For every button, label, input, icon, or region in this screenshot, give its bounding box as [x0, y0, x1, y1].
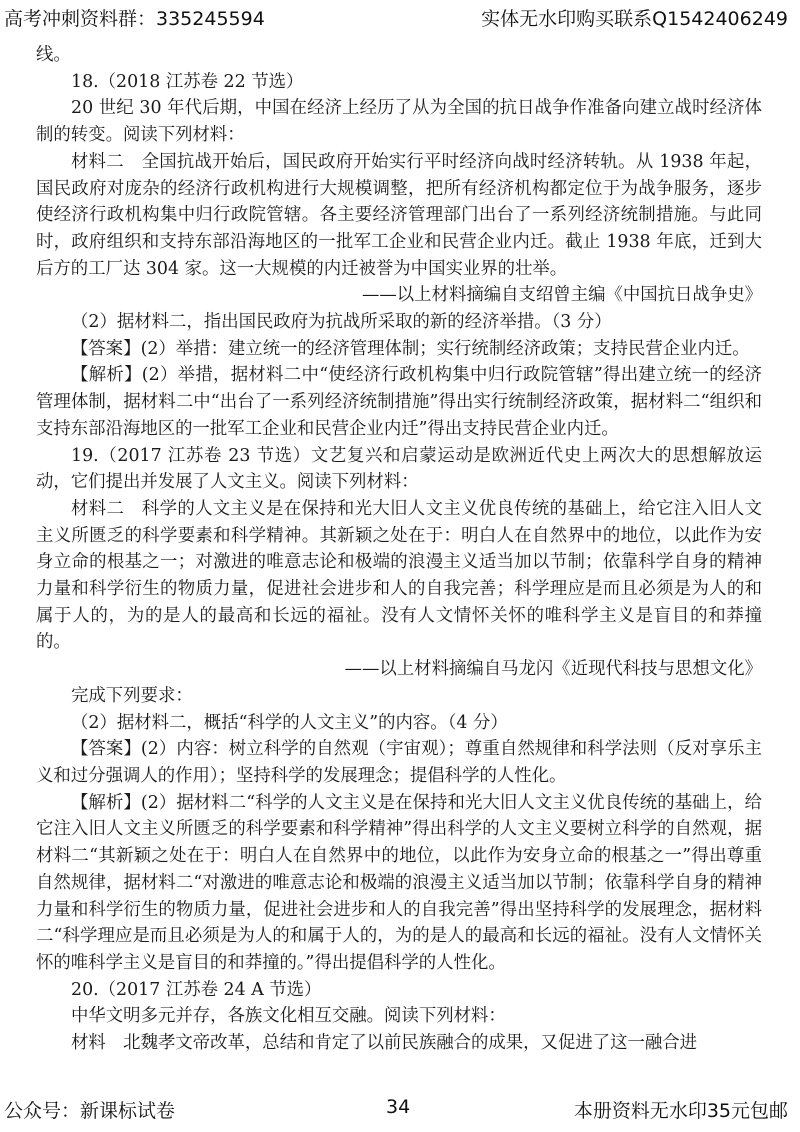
- source-citation: ——以上材料摘编自支绍曾主编《中国抗日战争史》: [362, 285, 762, 306]
- page-footer: [0, 1096, 800, 1130]
- source-citation: ——以上材料摘编自马龙闪《近现代科技与思想文化》: [344, 659, 762, 680]
- paragraph: 完成下列要求：: [71, 685, 193, 706]
- question-heading: 18.（2018 江苏卷 22 节选）: [71, 71, 304, 92]
- header-left-text: 高考冲刺资料群：335245594: [4, 8, 265, 30]
- analysis-text: 【解析】(2）举措，据材料二中“使经济行政机构集中归行政院管辖”得出建立统一的经济管理体制，据材料二中“出台了一系列经济统制措施”得出实行统制经济政策，据材料二“组织和支持东部沿海地区的一批军工企业和民营企业内迁”得出支持民营企业内迁。: [36, 365, 762, 439]
- material-text: 材料二 全国抗战开始后，国民政府开始实行平时经济向战时经济转轨。从 1938 年起，国民政府对庞杂的经济行政机构进行大规模调整，把所有经济机构都定位于为战争服务，逐步使经济行政机构集中归行政院管辖。各主要经济管理部门出台了一系列经济统制措施。与此同时，政府组织和支持东部沿海地区的一批军工企业和民营企业内迁。截止 1938 年底，迁到大后方的工厂达 304 家。这一大规模的内迁被誉为中国实业界的壮举。: [36, 151, 762, 279]
- question-text: （2）据材料二，指出国民政府为抗战所采取的新的经济举措。（3 分）: [71, 312, 612, 333]
- page-number: 34: [386, 1096, 411, 1118]
- paragraph: 中华文明多元并存，各族文化相互交融。阅读下列材料：: [71, 1006, 506, 1027]
- analysis-text: 【解析】(2）据材料二“科学的人文主义是在保持和光大旧人文主义优良传统的基础上，给它注入旧人文主义所匮乏的科学要素和科学精神”得出科学的人文主义要树立科学的自然观，据材料二“其新颖之处在于：明白人在自然界中的地位，以此作为安身立命的根基之一”得出尊重自然规律，据材料二“对激进的唯意志论和极端的浪漫主义适当加以节制；依靠科学自身的精神力量和科学衍生的物质力量，促进社会进步和人的自我完善”得出坚持科学的发展理念，据材料二“科学理应是而且必须是为人的和属于人的，为的是人的最高和长远的福祉。没有人文情怀关怀的唯科学主义是盲目的和莽撞的。”得出提倡科学的人性化。: [36, 792, 762, 973]
- footer-right-text: 本册资料无水印35元包邮: [573, 1100, 788, 1122]
- question-text: （2）据材料二，概括“科学的人文主义”的内容。（4 分）: [71, 712, 508, 733]
- footer-left-text: 公众号：新课标试卷: [4, 1100, 176, 1122]
- paragraph: 线。: [36, 45, 71, 65]
- material-text: 材料二 科学的人文主义是在保持和光大旧人文主义优良传统的基础上，给它注入旧人文主义所匮乏的科学要素和科学精神。其新颖之处在于：明白人在自然界中的地位，以此作为安身立命的根基之一；对激进的唯意志论和极端的浪漫主义适当加以节制；依靠科学自身的精神力量和科学衍生的物质力量，促进社会进步和人的自我完善；科学理应是而且必须是为人的和属于人的，为的是人的最高和长远的福祉。没有人文情怀关怀的唯科学主义是盲目的和莽撞的。: [36, 498, 762, 653]
- header-right-text: 实体无水印购买联系Q1542406249: [481, 8, 788, 30]
- answer-text: 【答案】(2）内容：树立科学的自然观（宇宙观）；尊重自然规律和科学法则（反对享乐主义和过分强调人的作用）；坚持科学的发展理念；提倡科学的人性化。: [36, 739, 762, 786]
- question-heading: 19.（2017 江苏卷 23 节选）文艺复兴和启蒙运动是欧洲近代史上两次大的思想解放运动，它们提出并发展了人文主义。阅读下列材料：: [36, 445, 762, 493]
- material-text: 材料 北魏孝文帝改革，总结和肯定了以前民族融合的成果，又促进了这一融合进: [71, 1033, 698, 1054]
- page-header: [0, 4, 800, 38]
- document-body: [36, 42, 762, 1057]
- paragraph: 20 世纪 30 年代后期，中国在经济上经历了从为全国的抗日战争作准备向建立战时经济体制的转变。阅读下列材料：: [36, 98, 762, 146]
- answer-text: 【答案】(2）举措：建立统一的经济管理体制；实行统制经济政策；支持民营企业内迁。: [71, 338, 750, 359]
- question-heading: 20.（2017 江苏卷 24 A 节选）: [71, 979, 322, 1000]
